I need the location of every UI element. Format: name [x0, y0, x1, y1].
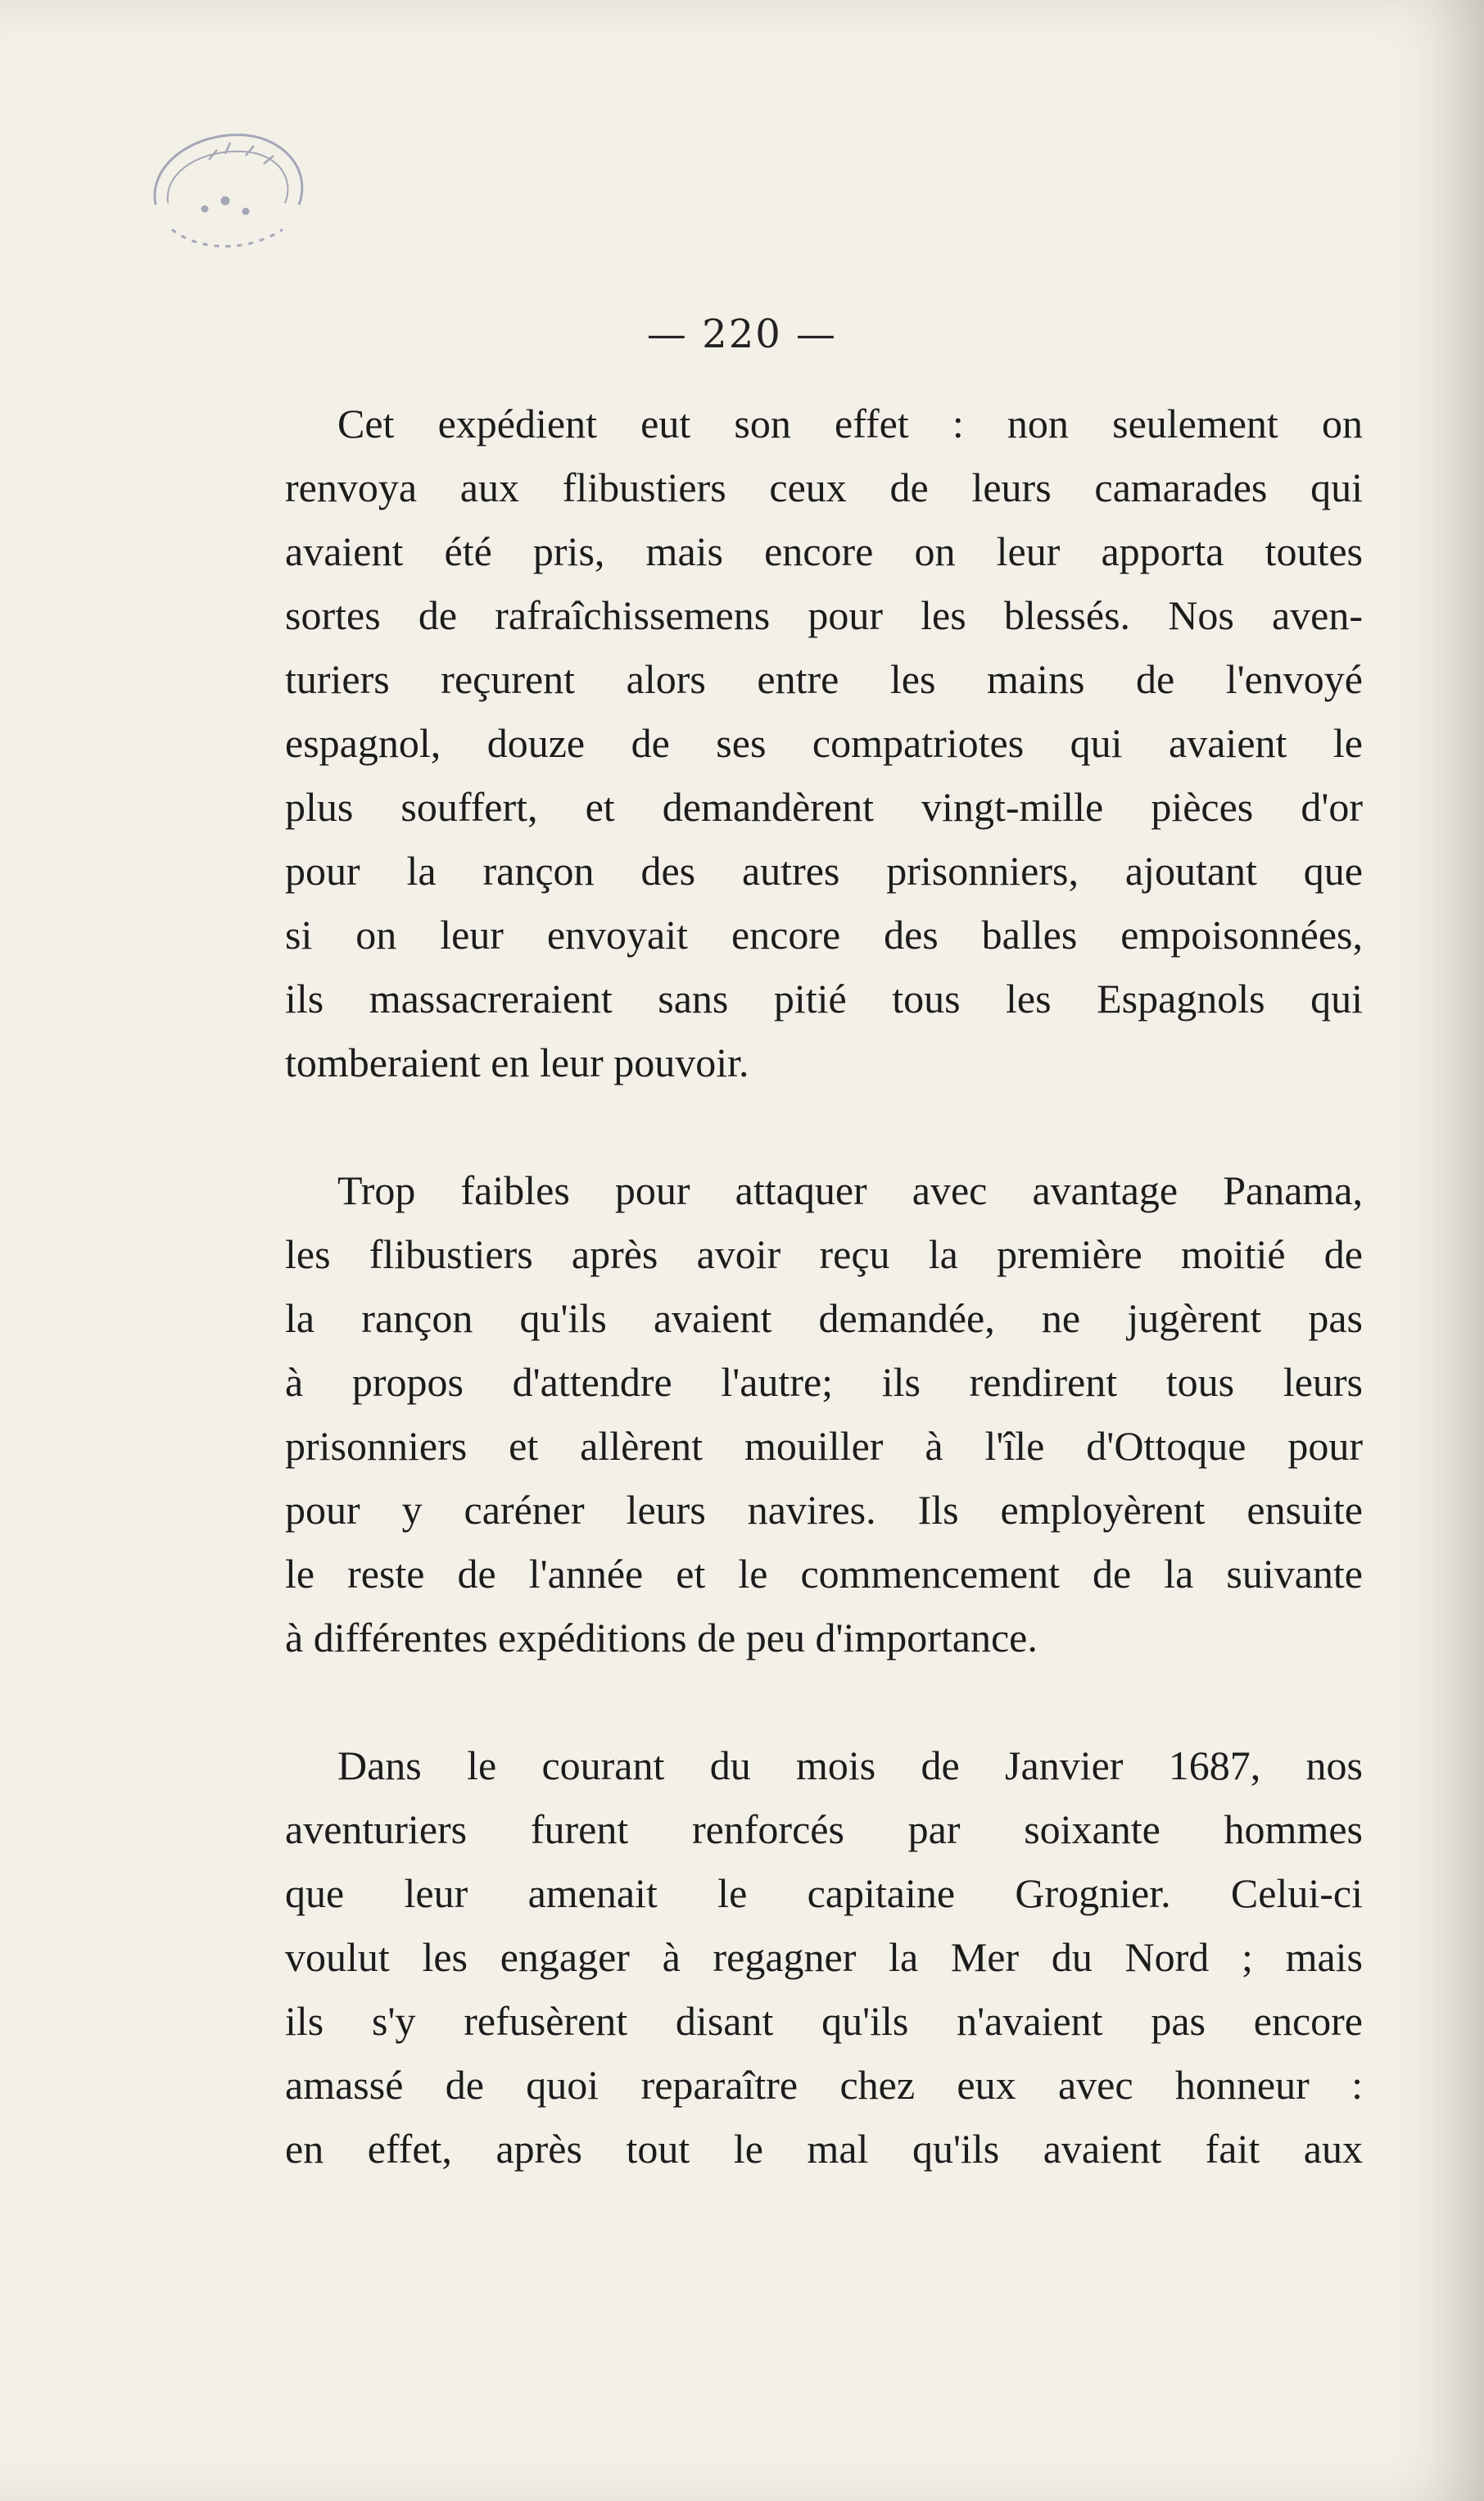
paragraph-gap	[285, 1670, 1363, 1733]
text-line: pour y caréner leurs navires. Ils employèrent ensuite	[285, 1487, 1363, 1533]
text-line: le reste de l'année et le commencement de la suivante	[285, 1551, 1363, 1597]
paragraph-gap	[285, 1094, 1363, 1158]
paragraph	[285, 392, 1363, 1094]
text-line: plus souffert, et demandèrent vingt-mille pièces d'or	[285, 784, 1363, 830]
text-line: les flibustiers après avoir reçu la première moitié de	[285, 1231, 1363, 1277]
text-line: Trop faibles pour attaquer avec avantage Panama,	[337, 1167, 1363, 1213]
text-line: turiers reçurent alors entre les mains de l'envoyé	[285, 656, 1363, 702]
text-line: avaient été pris, mais encore on leur apporta toutes	[285, 528, 1363, 574]
text-line: en effet, après tout le mal qu'ils avaient fait aux	[285, 2126, 1363, 2172]
body-text	[285, 392, 1363, 2181]
library-stamp-icon	[123, 106, 328, 270]
text-line: aventuriers furent renforcés par soixante hommes	[285, 1806, 1363, 1852]
text-line: amassé de quoi reparaître chez eux avec honneur :	[285, 2062, 1363, 2108]
text-line: que leur amenait le capitaine Grognier. Celui-ci	[285, 1870, 1363, 1916]
text-line: si on leur envoyait encore des balles empoisonnées,	[285, 912, 1363, 958]
text-line: à différentes expéditions de peu d'importance.	[285, 1615, 1038, 1661]
text-line: ils massacreraient sans pitié tous les Espagnols qui	[285, 976, 1363, 1022]
page-number: — 220 —	[646, 311, 838, 357]
text-line: voulut les engager à regagner la Mer du Nord ; mais	[285, 1934, 1363, 1980]
text-line: Cet expédient eut son effet : non seulement on	[337, 401, 1363, 446]
text-line: renvoya aux flibustiers ceux de leurs camarades qui	[285, 464, 1363, 510]
text-line: espagnol, douze de ses compatriotes qui avaient le	[285, 720, 1363, 766]
paragraph	[285, 1733, 1363, 2181]
paragraph	[285, 1158, 1363, 1670]
text-line: ils s'y refusèrent disant qu'ils n'avaient pas encore	[285, 1998, 1363, 2044]
text-line: Dans le courant du mois de Janvier 1687, nos	[337, 1742, 1363, 1788]
text-line: prisonniers et allèrent mouiller à l'île d'Ottoque pour	[285, 1423, 1363, 1469]
text-line: à propos d'attendre l'autre; ils rendirent tous leurs	[285, 1359, 1363, 1405]
text-line: pour la rançon des autres prisonniers, ajoutant que	[285, 848, 1363, 894]
text-line: sortes de rafraîchissemens pour les blessés. Nos aven-	[285, 592, 1363, 638]
text-line: la rançon qu'ils avaient demandée, ne jugèrent pas	[285, 1295, 1363, 1341]
text-line: tomberaient en leur pouvoir.	[285, 1040, 749, 1085]
